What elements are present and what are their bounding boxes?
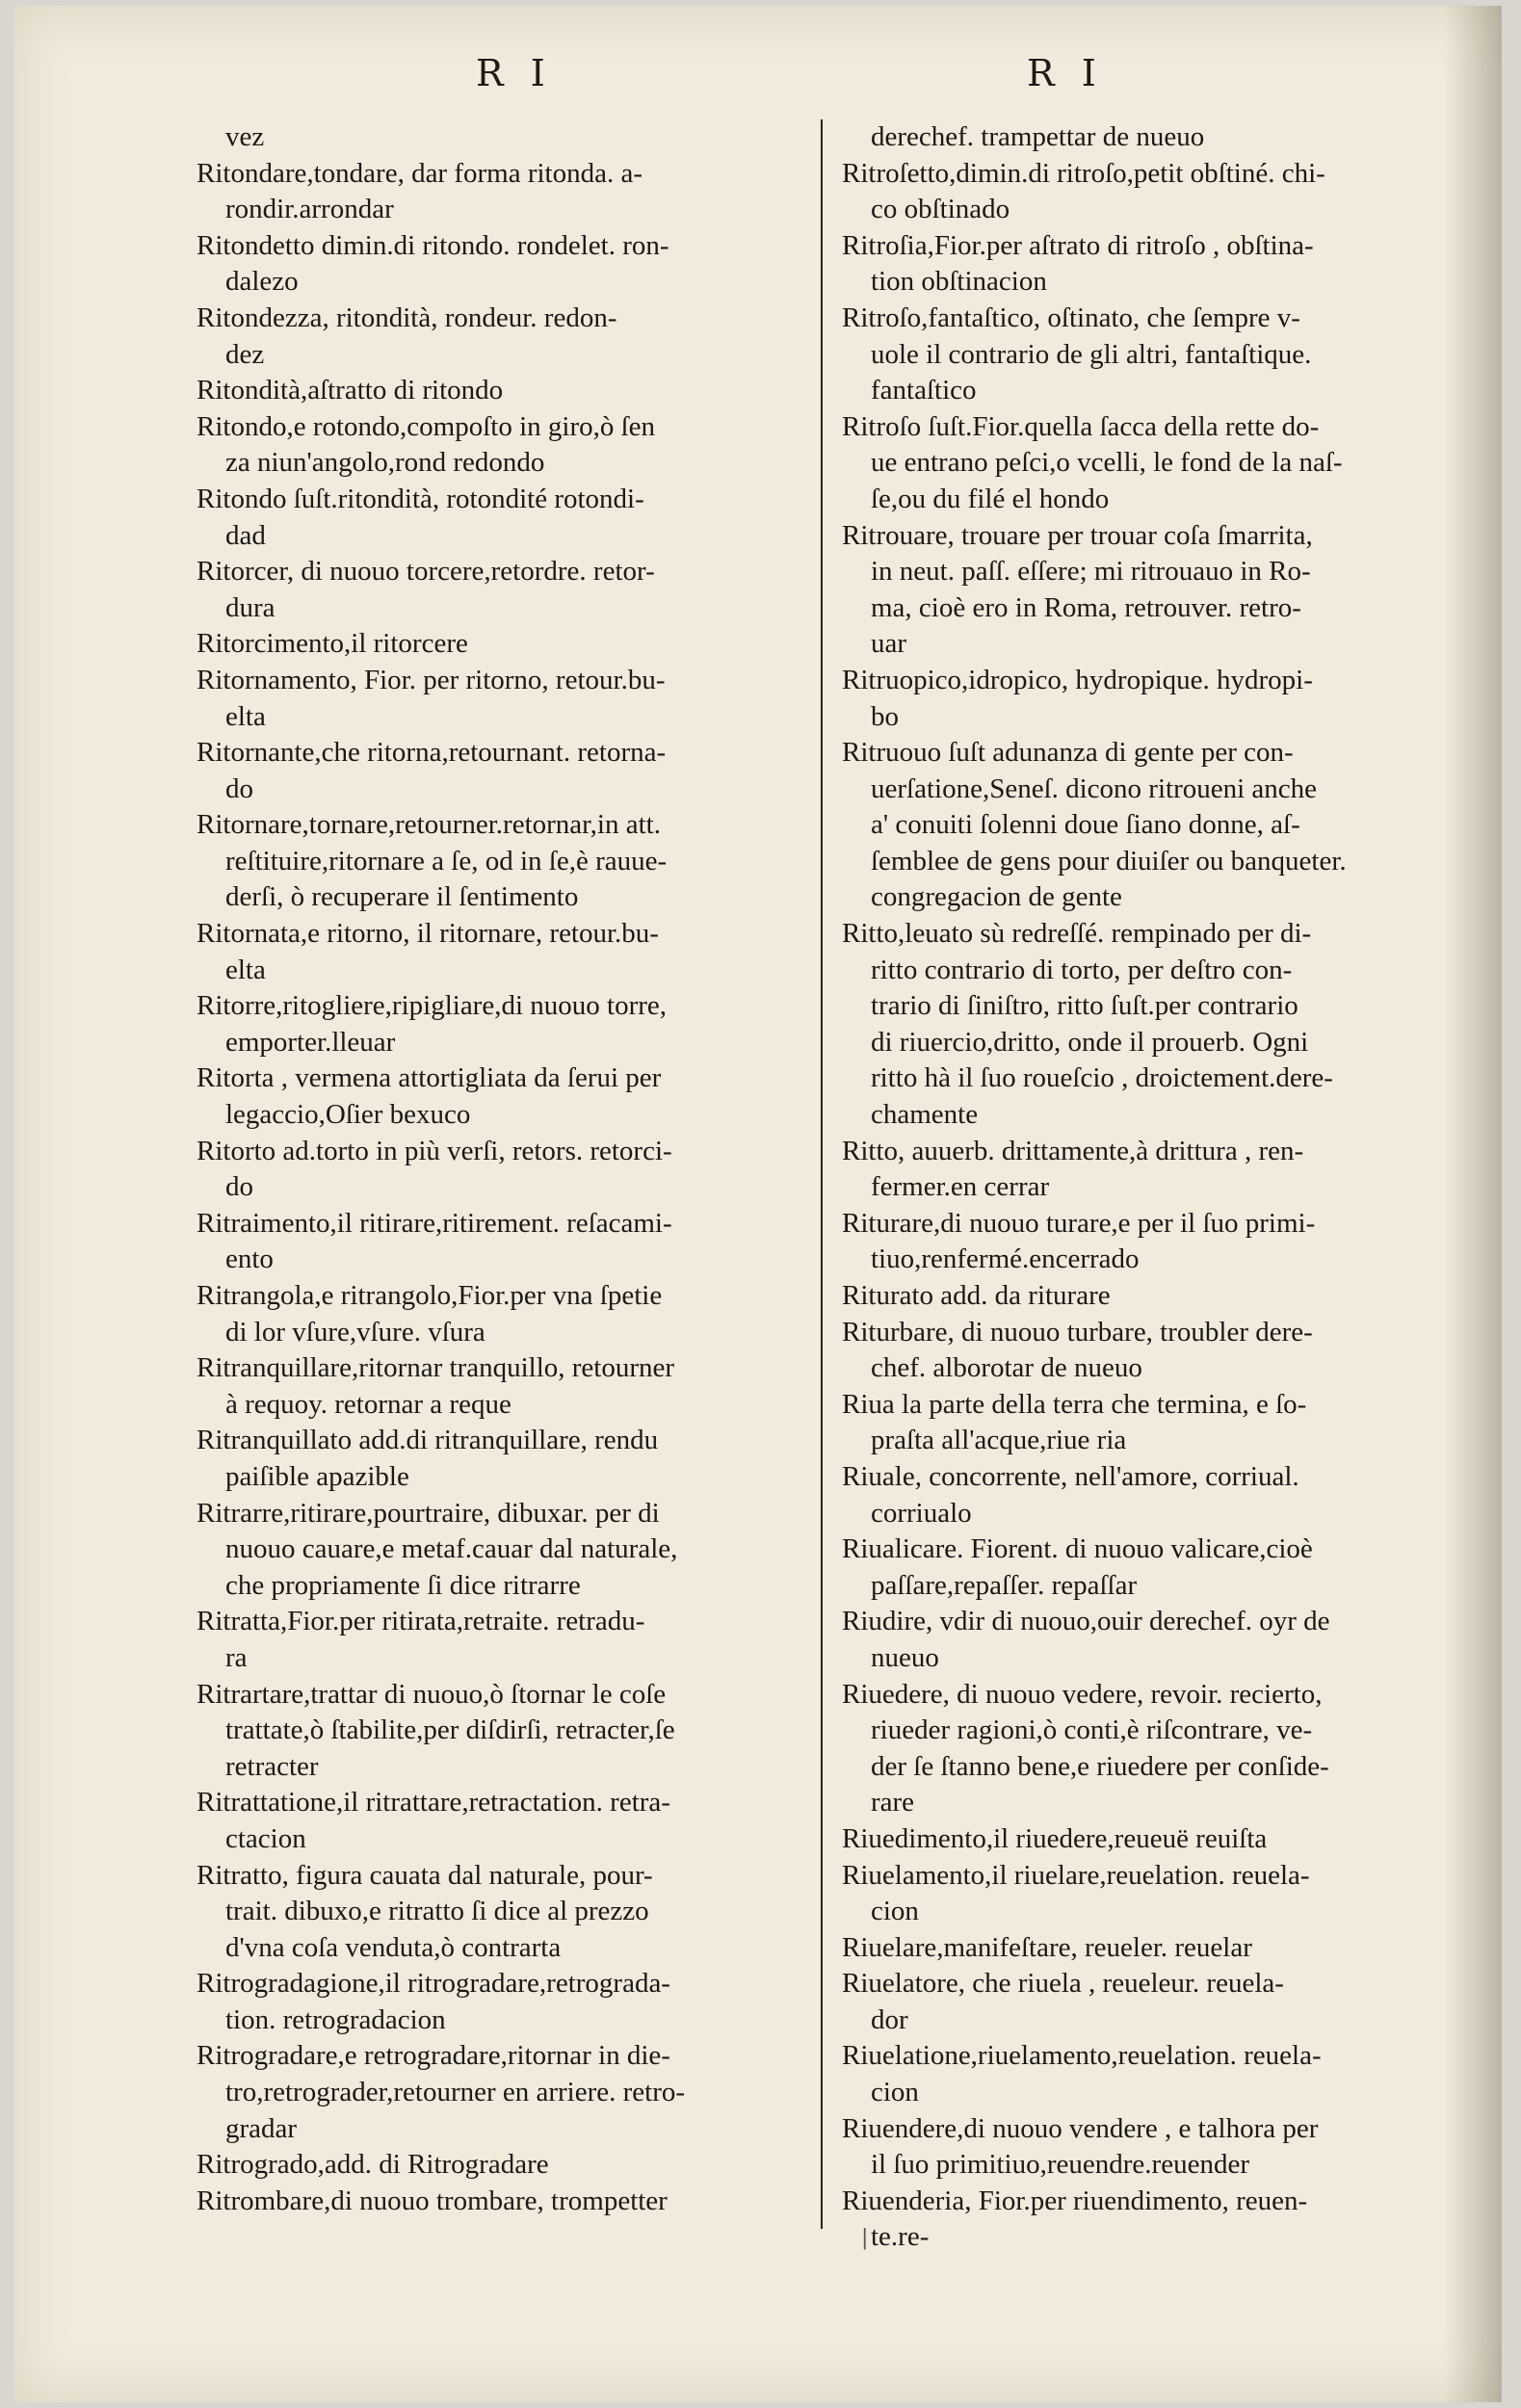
entry-line: Ritornamento, Fior. per ritorno, retour.bu- [197,664,666,695]
entry-line: derechef. trampettar de nueuo [871,121,1205,152]
folio-mark: | [861,2226,869,2250]
entry-line: trattate,ò ſtabilite,per diſdirſi, retracter,ſe [225,1714,675,1746]
entry-line: Ritratta,Fior.per ritirata,retraite. retradu- [197,1606,645,1637]
book-page [13,6,1502,2402]
entry-line: chef. alborotar de nueuo [871,1352,1142,1384]
entry-line: nuouo cauare,e metaf.cauar dal naturale, [225,1533,678,1565]
entry-line: tro,retrograder,retourner en arriere. retro- [225,2077,686,2108]
entry-line: Ritto,leuato sù redreſſé. rempinado per di- [842,918,1312,950]
entry-line: ritto hà il ſuo roueſcio , droictement.dere- [871,1062,1333,1094]
entry-line: Ritorta , vermena attortigliata da ſerui per [197,1062,662,1094]
entry-line: Ritruouo ſuſt adunanza di gente per con- [842,737,1294,769]
entry-line: Riuendere,di nuouo vendere , e talhora per [842,2112,1319,2144]
entry-line: do [225,1171,253,1203]
entry-line: ento [225,1243,274,1275]
entry-line: Riudire, vdir di nuouo,ouir derechef. oyr de [842,1606,1330,1637]
entry-line: Riuelare,manifeſtare, reueler. reuelar [842,1931,1252,1963]
entry-line: chamente [871,1099,979,1131]
entry-line: trario di ſiniſtro, ritto ſuſt.per contrario [871,990,1298,1022]
entry-line: Ritondezza, ritondità, rondeur. redon- [197,301,617,333]
entry-line: Riturato add. da riturare [842,1280,1111,1311]
entry-line: uole il contrario de gli altri, fantaſtique. [871,338,1312,370]
entry-line: Riuenderia, Fior.per riuendimento, reuen- [842,2185,1308,2216]
entry-line: do [225,772,253,804]
entry-line: d'vna coſa venduta,ò contrarta [225,1931,562,1963]
entry-line: paiſible apazible [225,1460,409,1492]
entry-line: Ritrogradagione,il ritrogradare,retrograda- [197,1968,670,2000]
entry-line: Ritroſia,Fior.per aſtrato di ritroſo , obſtina- [842,229,1314,261]
entry-line: riueder ragioni,ò conti,è riſcontrare, ve- [871,1714,1313,1746]
entry-line: Riuedere, di nuouo vedere, revoir. recierto, [842,1678,1323,1710]
entry-line: Ritornante,che ritorna,retournant. retorna- [197,737,667,769]
entry-line: Riualicare. Fiorent. di nuouo valicare,cioè [842,1533,1313,1565]
entry-line: fermer.en cerrar [871,1171,1050,1203]
entry-line: Ritranquillato add.di ritranquillare, rendu [197,1425,659,1456]
entry-line: Ritrouare, trouare per trouar coſa ſmarrita, [842,519,1313,551]
entry-line: ſe,ou du filé el hondo [871,483,1110,514]
entry-line: in neut. paſſ. eſſere; mi ritrouauo in Ro- [871,556,1311,588]
entry-line: Ritrombare,di nuouo trombare, trompetter [197,2185,668,2216]
running-head-left: R I [476,52,553,94]
entry-line: Ritroſo ſuſt.Fior.quella ſacca della rette do- [842,410,1320,442]
entry-line: tiuo,renfermé.encerrado [871,1243,1140,1275]
entry-line: ra [225,1641,248,1673]
entry-line: dez [225,338,265,370]
entry-line: Ritrarre,ritirare,pourtraire, dibuxar. per di [197,1497,660,1529]
entry-line: Ritrangola,e ritrangolo,Fior.per vna ſpetie [197,1280,663,1311]
entry-line: praſta all'acque,riue ria [871,1425,1127,1456]
entry-line: Ritroſetto,dimin.di ritroſo,petit obſtiné. chi- [842,157,1325,189]
entry-line: uar [871,628,907,660]
entry-line: Riuale, concorrente, nell'amore, corriual. [842,1460,1299,1492]
entry-line: dura [225,591,275,623]
right-column [842,119,1466,2256]
entry-line: Ritondità,aſtratto di ritondo [197,375,504,406]
entry-line: a' conuiti ſolenni doue ſiano donne, aſ- [871,809,1300,841]
entry-line: Ritrattatione,il ritrattare,retractation. retra- [197,1787,670,1819]
column-rule [821,119,823,2229]
entry-line: cion [871,2077,919,2108]
entry-line: emporter.lleuar [225,1026,396,1058]
entry-line: der ſe ſtanno bene,e riuedere per conſide- [871,1750,1329,1782]
entry-line: fantaſtico [871,375,977,406]
entry-line: Riuedimento,il riuedere,reueuë reuiſta [842,1822,1268,1854]
entry-line: retracter [225,1750,319,1782]
entry-line: dalezo [225,266,299,298]
entry-line: Ritornata,e ritorno, il ritornare, retour.bu- [197,918,659,950]
entry-line: Ritruopico,idropico, hydropique. hydropi- [842,664,1313,695]
entry-line: Ritto, auuerb. drittamente,à drittura , ren- [842,1135,1304,1166]
entry-line: Riuelatore, che riuela , reueleur. reuela- [842,1968,1284,2000]
entry-line: za niun'angolo,rond redondo [225,447,545,479]
entry-line: Ritorto ad.torto in più verſi, retors. retorci- [197,1135,672,1166]
entry-line: legaccio,Oſier bexuco [225,1099,471,1131]
entry-line: Riuelatione,riuelamento,reuelation. reuela- [842,2040,1322,2072]
entry-line: ſemblee de gens pour diuiſer ou banqueter. [871,845,1347,877]
entry-line: elta [225,700,266,732]
entry-line: Riturare,di nuouo turare,e per il ſuo primi- [842,1207,1316,1239]
entry-line: Ritondo,e rotondo,compoſto in giro,ò ſen [197,410,656,442]
entry-line: paſſare,repaſſer. repaſſar [871,1569,1138,1601]
entry-line: ctacion [225,1822,306,1854]
entry-line: Ritrogradare,e retrogradare,ritornar in die- [197,2040,670,2072]
entry-line: nueuo [871,1641,939,1673]
entry-line: Riturbare, di nuouo turbare, troubler dere- [842,1316,1313,1348]
entry-line: gradar [225,2112,298,2144]
entry-line: dor [871,2003,908,2035]
entry-line: Ritondo ſuſt.ritondità, rotondité rotondi- [197,483,644,514]
entry-line: Ritorcimento,il ritorcere [197,628,468,660]
entry-line: à requoy. retornar a reque [225,1388,511,1420]
entry-line: rondir.arrondar [225,194,394,225]
entry-line: cion [871,1896,919,1927]
entry-line: Ritondetto dimin.di ritondo. rondelet. ron- [197,229,669,261]
entry-line: ritto contrario di torto, per deſtro con- [871,954,1293,985]
entry-line: derſi, ò recuperare il ſentimento [225,881,579,913]
entry-line: il ſuo primitiuo,reuendre.reuender [871,2149,1249,2181]
entry-line: vez [225,121,265,152]
entry-line: Ritondare,tondare, dar forma ritonda. a- [197,157,643,189]
entry-line: elta [225,954,266,985]
entry-line: Ritratto, figura cauata dal naturale, pour- [197,1859,653,1891]
entry-line: Ritranquillare,ritornar tranquillo, retourner [197,1352,675,1384]
entry-line: bo [871,700,899,732]
entry-line: Ritroſo,fantaſtico, oſtinato, che ſempre v- [842,301,1300,333]
entry-line: tion obſtinacion [871,266,1047,298]
entry-line: rare [871,1787,915,1819]
entry-line: congregacion de gente [871,881,1122,913]
entry-line: ma, cioè ero in Roma, retrouver. retro- [871,591,1301,623]
entry-line: tion. retrogradacion [225,2003,446,2035]
entry-line: Riua la parte della terra che termina, e ſo- [842,1388,1307,1420]
entry-line: Riuelamento,il riuelare,reuelation. reuela- [842,1859,1310,1891]
left-column [197,119,794,2219]
entry-line: Ritrogrado,add. di Ritrogradare [197,2149,549,2181]
entry-line: te.re- [871,2221,930,2253]
entry-line: ue entrano peſci,o vcelli, le fond de la naſ- [871,447,1343,479]
entry-line: Ritorre,ritogliere,ripigliare,di nuouo torre, [197,990,668,1022]
entry-line: Ritraimento,il ritirare,ritirement. reſacami- [197,1207,672,1239]
entry-line: corriualo [871,1497,972,1529]
entry-line: Ritornare,tornare,retourner.retornar,in att. [197,809,661,841]
entry-line: di lor vſure,vſure. vſura [225,1316,485,1348]
entry-line: dad [225,519,266,551]
entry-line: co obſtinado [871,194,1010,225]
entry-line: reſtituire,ritornare a ſe, od in ſe,è rauue- [225,845,668,877]
entry-line: che propriamente ſi dice ritrarre [225,1569,581,1601]
entry-line: di riuercio,dritto, onde il prouerb. Ogni [871,1026,1309,1058]
running-head-right: R I [1027,52,1104,94]
entry-line: trait. dibuxo,e ritratto ſi dice al prezzo [225,1896,649,1927]
entry-line: Ritrartare,trattar di nuouo,ò ſtornar le coſe [197,1678,667,1710]
entry-line: uerſatione,Seneſ. dicono ritroueni anche [871,772,1318,804]
entry-line: Ritorcer, di nuouo torcere,retordre. retor- [197,556,655,588]
